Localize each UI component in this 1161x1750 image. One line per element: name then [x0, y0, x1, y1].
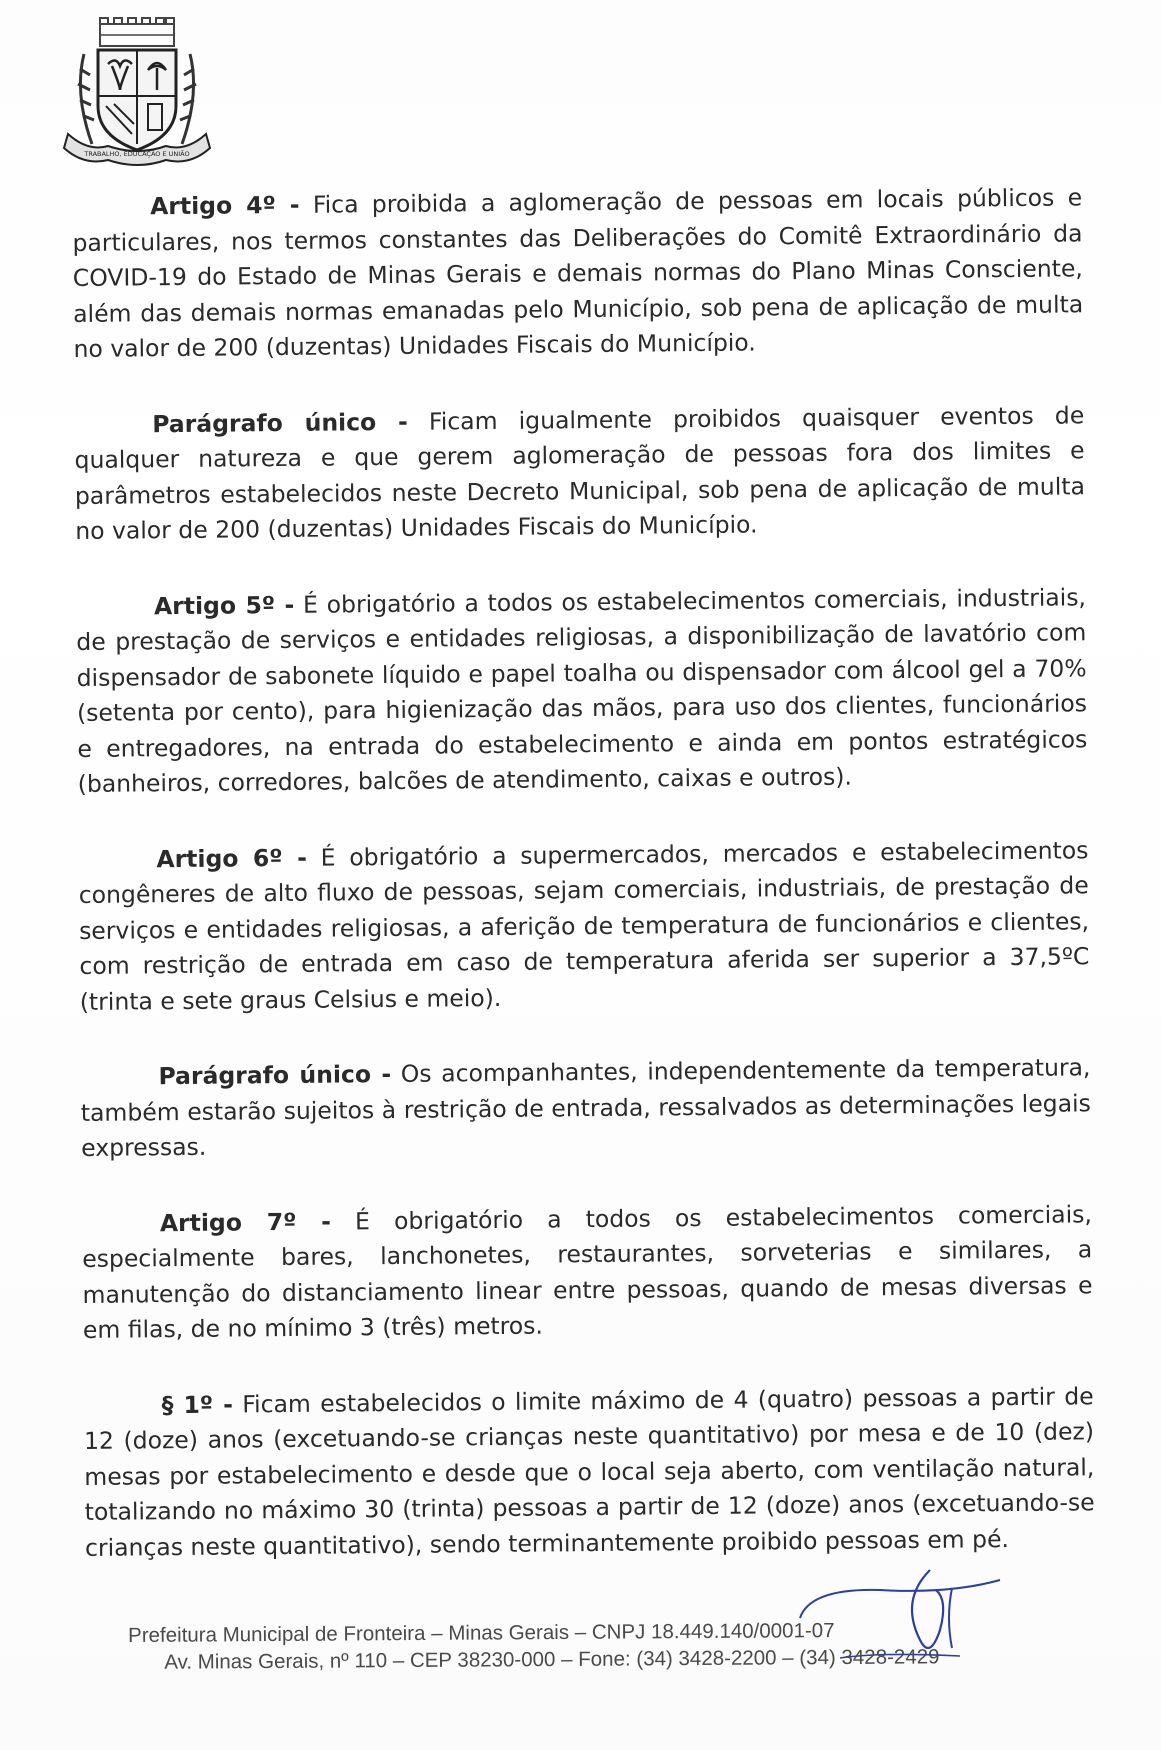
- article-6-heading: Artigo 6º -: [156, 843, 308, 873]
- article-6-paragraph: [78, 833, 1090, 1020]
- svg-text:TRABALHO, EDUCAÇÃO E UNIÃO: TRABALHO, EDUCAÇÃO E UNIÃO: [84, 150, 190, 158]
- article-4-sole-paragraph: [74, 398, 1085, 550]
- article-4-sole-paragraph-heading: Parágrafo único -: [152, 407, 408, 438]
- article-4-paragraph: [72, 180, 1084, 367]
- document-body: [72, 180, 1096, 1606]
- document-footer: [128, 1615, 1068, 1676]
- article-7-heading: Artigo 7º -: [159, 1207, 332, 1237]
- article-4-heading: Artigo 4º -: [150, 190, 300, 221]
- article-7-text: É obrigatório a todos os estabelecimentos comerciais, especialmente bares, lanchonetes, restaurantes, sorveterias e similares, a manutenção do distanciamento linear entre pessoas, quando de mesas diversas e em filas, de no mínimo 3 (três) metros.: [82, 1199, 1093, 1344]
- article-5-paragraph: [76, 580, 1088, 803]
- article-7-paragraph: [82, 1197, 1093, 1349]
- article-6-sole-paragraph-text: Os acompanhantes, independentemente da temperatura, também estarão sujeitos à restrição de entrada, ressalvados as determinações legais expressas.: [80, 1053, 1091, 1162]
- municipal-crest-logo: [62, 14, 212, 174]
- article-6-sole-paragraph-heading: Parágrafo único -: [158, 1059, 392, 1091]
- article-7-section-1-heading: § 1º -: [161, 1390, 234, 1419]
- article-5-heading: Artigo 5º -: [153, 590, 295, 620]
- article-6-text: É obrigatório a supermercados, mercados e estabelecimentos congêneres de alto fluxo de pessoas, sejam comerciais, industriais, de prestação de serviços e entidades religiosas, a aferição de temperatura de funcionários e clientes, com restrição de entrada em caso de temperatura aferida ser superior a 37,5ºC (trinta e sete graus Celsius e meio).: [78, 835, 1090, 1016]
- article-7-section-1-paragraph: [84, 1379, 1096, 1566]
- footer-line-2: Av. Minas Gerais, nº 110 – CEP 38230-000 – Fone: (34) 3428-2200 – (34) 3428-2429: [164, 1645, 940, 1674]
- article-5-text: É obrigatório a todos os estabelecimentos comerciais, industriais, de prestação de serviços e entidades religiosas, a disponibilização de lavatório com dispensador de sabonete líquido e papel toalha ou dispensador com álcool gel a 70% (setenta por cento), para higienização das mãos, para uso dos clientes, funcionários e entregadores, na entrada do estabelecimento e ainda em pontos estratégicos (banheiros, corredores, balcões de atendimento, caixas e outros).: [76, 582, 1088, 798]
- article-4-text: Fica proibida a aglomeração de pessoas em locais públicos e particulares, nos termos constantes das Deliberações do Comitê Extraordinário da COVID-19 do Estado de Minas Gerais e demais normas do Plano Minas Consciente, além das demais normas emanadas pelo Município, sob pena de aplicação de multa no valor de 200 (duzentas) Unidades Fiscais do Município.: [72, 183, 1084, 363]
- article-6-sole-paragraph: [80, 1050, 1091, 1166]
- article-4-sole-paragraph-text: Ficam igualmente proibidos quaisquer eventos de qualquer natureza e que gerem aglomeração de pessoas fora dos limites e parâmetros estabelecidos neste Decreto Municipal, sob pena de aplicação de multa no valor de 200 (duzentas) Unidades Fiscais do Município.: [74, 400, 1086, 545]
- article-7-section-1-text: Ficam estabelecidos o limite máximo de 4 (quatro) pessoas a partir de 12 (doze) anos (excetuando-se crianças neste quantitativo) por mesa e de 10 (dez) mesas por estabelecimento e desde que o local seja aberto, com ventilação natural, totalizando no máximo 30 (trinta) pessoas a partir de 12 (doze) anos (excetuando-se crianças neste quantitativo), sendo terminantemente proibido pessoas em pé.: [83, 1381, 1095, 1562]
- footer-line-1: Prefeitura Municipal de Fronteira – Minas Gerais – CNPJ 18.449.140/0001-07: [128, 1619, 835, 1647]
